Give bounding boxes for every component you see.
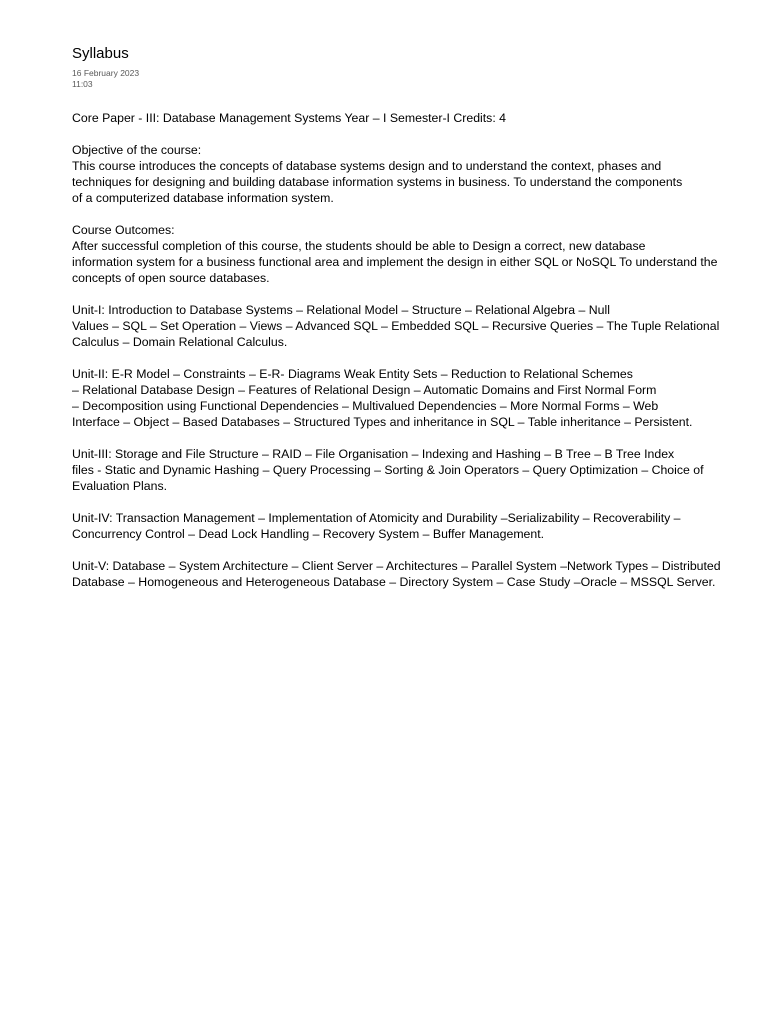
unit-1-paragraph	[72, 302, 768, 350]
text-line: Unit-III: Storage and File Structure – RAID – File Organisation – Indexing and Hashing – B Tree – B Tree Index	[72, 447, 675, 461]
text-line: This course introduces the concepts of database systems design and to understand the context, phases and	[72, 159, 662, 173]
section-heading: Course Outcomes:	[72, 223, 175, 237]
text-line: Core Paper - III: Database Management Systems Year – I Semester-I Credits: 4	[72, 111, 507, 125]
text-line: Unit-I: Introduction to Database Systems – Relational Model – Structure – Relational Algebra – Null	[72, 303, 610, 317]
text-line: – Decomposition using Functional Dependencies – Multivalued Dependencies – More Normal Forms – Web	[72, 399, 659, 413]
text-line: of a computerized database information system.	[72, 191, 334, 205]
text-line: techniques for designing and building database information systems in business. To understand the components	[72, 175, 683, 189]
note-page	[72, 44, 768, 1004]
text-line: Database – Homogeneous and Heterogeneous Database – Directory System – Case Study –Oracle – MSSQL Server.	[72, 575, 716, 589]
course-header-paragraph	[72, 110, 768, 126]
note-date: 16 February 2023	[72, 68, 140, 78]
text-line: files - Static and Dynamic Hashing – Query Processing – Sorting & Join Operators – Query Optimization – Choice of	[72, 463, 704, 477]
text-line: Concurrency Control – Dead Lock Handling – Recovery System – Buffer Management.	[72, 527, 545, 541]
note-title: Syllabus	[72, 45, 129, 62]
unit-5-paragraph	[72, 558, 768, 590]
text-line: Evaluation Plans.	[72, 479, 168, 493]
text-line: information system for a business functional area and implement the design in either SQL or NoSQL To understand the	[72, 255, 718, 269]
unit-4-paragraph	[72, 510, 768, 542]
text-line: Values – SQL – Set Operation – Views – Advanced SQL – Embedded SQL – Recursive Queries – The Tuple Relational	[72, 319, 720, 333]
outcomes-paragraph	[72, 222, 768, 286]
text-line: Unit-II: E-R Model – Constraints – E-R- Diagrams Weak Entity Sets – Reduction to Relational Schemes	[72, 367, 633, 381]
text-line: Unit-V: Database – System Architecture – Client Server – Architectures – Parallel System –Network Types – Distributed	[72, 559, 721, 573]
text-line: – Relational Database Design – Features of Relational Design – Automatic Domains and First Normal Form	[72, 383, 657, 397]
unit-3-paragraph	[72, 446, 768, 494]
text-line: Unit-IV: Transaction Management – Implementation of Atomicity and Durability –Serializability – Recoverability –	[72, 511, 681, 525]
text-line: Calculus – Domain Relational Calculus.	[72, 335, 288, 349]
note-body	[72, 110, 768, 590]
text-line: After successful completion of this course, the students should be able to Design a correct, new database	[72, 239, 646, 253]
section-heading: Objective of the course:	[72, 143, 202, 157]
unit-2-paragraph	[72, 366, 768, 430]
text-line: Interface – Object – Based Databases – Structured Types and inheritance in SQL – Table inheritance – Persistent.	[72, 415, 693, 429]
note-time: 11:03	[72, 79, 93, 89]
objective-paragraph	[72, 142, 768, 206]
text-line: concepts of open source databases.	[72, 271, 270, 285]
